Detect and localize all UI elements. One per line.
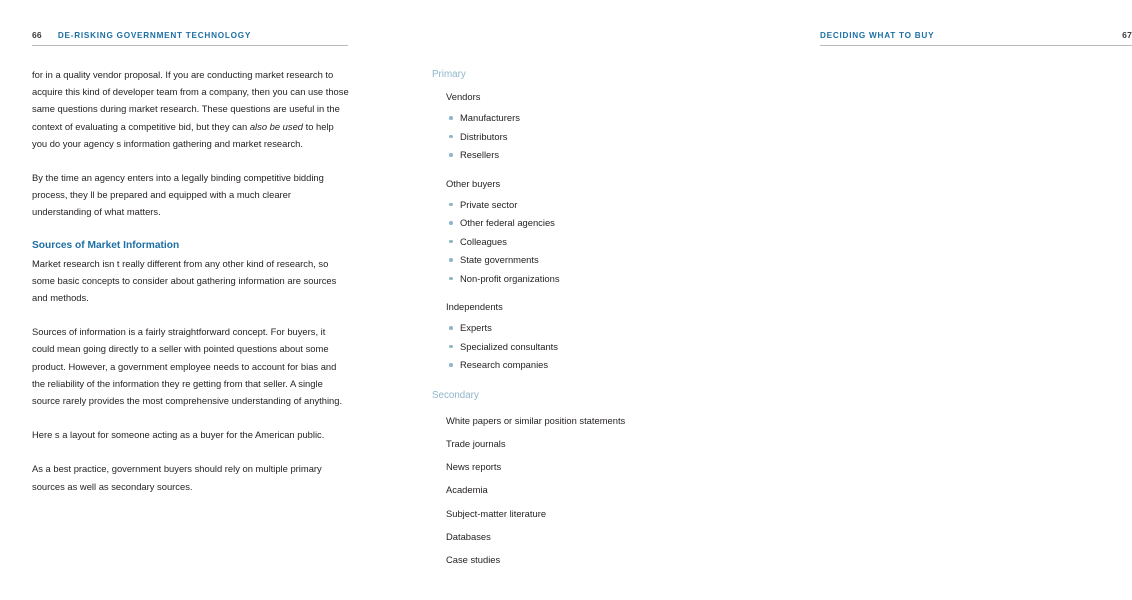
bullet-dot-icon [449,203,453,207]
secondary-sources-label: Secondary [432,389,479,401]
bullet-dot-icon [449,135,453,139]
sources-list-column [432,66,742,572]
subgroup-other-buyers [432,175,742,289]
paragraph-market-research-concepts: Market research isn t really different from any other kind of research, so some basic concepts to consider about gathering information are sources and methods. [32,257,337,304]
left-header-rule [32,45,348,46]
bullet-dot-icon [449,258,453,262]
list-item [460,233,742,252]
bullet-list [432,109,742,165]
bullet-dot-icon [449,345,453,349]
list-item [460,270,742,289]
bullet-dot-icon [449,363,453,367]
list-item: Subject-matter literature [446,507,547,519]
paragraph-layout-intro: Here s a layout for someone acting as a buyer for the American public. [32,429,325,441]
list-item [460,214,742,233]
list-item-label: Research companies [460,359,549,370]
list-item-label: Non-profit organizations [460,272,560,284]
right-header-rule [820,45,1132,46]
paragraph-sources-of-information: Sources of information is a fairly straightforward concept. For buyers, it could mean going directly to a seller with pointed questions about some product. However, a government employee needs to account for bias and the reliability of the information they re getting from that seller. A single source rarely provides the most comprehensive understanding of anything. [32,326,343,407]
list-item: Academia [446,484,488,496]
list-item-label: State governments [460,254,539,265]
list-item-label: Specialized consultants [460,340,558,352]
list-item [460,109,742,128]
list-item: News reports [446,461,502,473]
subgroup-title: Other buyers [446,177,501,189]
right-folio-number: 67 [1122,30,1132,40]
bullet-dot-icon [449,277,453,281]
subgroup-vendors [432,88,742,165]
bullet-list [432,319,742,375]
list-item: Trade journals [446,437,506,449]
list-item [460,356,742,375]
bullet-dot-icon [449,116,453,120]
section-heading-sources-of-market-information: Sources of Market Information [32,239,180,251]
secondary-sources-list [432,409,742,572]
list-item-label: Experts [460,322,492,333]
paragraph-continuation [32,66,350,152]
list-item [460,146,742,165]
left-running-title: DE-RISKING GOVERNMENT TECHNOLOGY [57,30,252,40]
list-item: Case studies [446,554,501,566]
list-item [460,338,742,357]
list-item [460,319,742,338]
list-item-label: Other federal agencies [460,217,555,228]
list-item [460,251,742,270]
paragraph-emphasis: also be used [249,120,304,132]
list-item-label: Manufacturers [460,112,520,123]
primary-sources-label: Primary [432,69,466,80]
list-item-label: Private sector [460,198,518,210]
bullet-dot-icon [449,326,453,330]
list-item-label: Distributors [460,130,508,142]
subgroup-title: Vendors [446,91,481,102]
list-item-label: Colleagues [460,235,507,247]
subgroup-title: Independents [446,301,503,312]
list-item [460,128,742,147]
right-running-title: DECIDING WHAT TO BUY [820,30,935,40]
left-body-column [32,66,350,512]
list-item-label: Resellers [460,149,500,160]
right-running-head [820,28,1132,42]
paragraph-text-lead: for in a quality vendor proposal. If you are conducting market research to acquire this kind of developer team from a company, then you can use those same questions during market research. These questions are useful in the context of evaluating a competitive bid, but they can [32,69,349,132]
bullet-dot-icon [449,240,453,244]
paragraph-best-practice: As a best practice, government buyers should rely on multiple primary sources as well as secondary sources. [32,463,322,492]
left-folio-number: 66 [32,30,42,40]
subgroup-independents [432,298,742,375]
paragraph-text-tail: to help you do your agency s information gathering and market research. [32,120,334,149]
bullet-list [432,196,742,289]
list-item: White papers or similar position statements [446,414,626,426]
bullet-dot-icon [449,221,453,225]
bullet-dot-icon [449,153,453,157]
left-running-head [32,28,348,42]
left-page [0,0,388,600]
paragraph-bidding-process: By the time an agency enters into a legally binding competitive bidding process, they ll be prepared and equipped with a much clearer understanding of what matters. [32,172,324,218]
list-item: Databases [446,530,491,542]
list-item [460,196,742,215]
